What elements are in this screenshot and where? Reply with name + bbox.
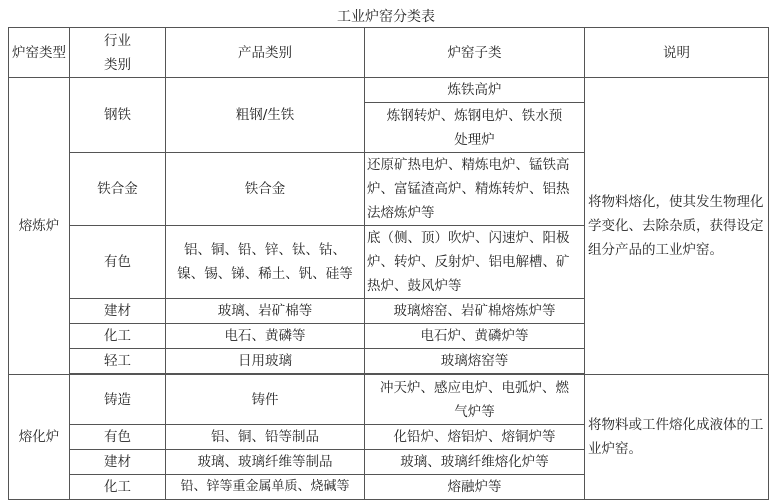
header-row — [9, 28, 769, 78]
industry-cell: 轻工 — [70, 349, 166, 374]
industry-cell: 化工 — [70, 324, 166, 349]
industry-cell: 钢铁 — [70, 78, 166, 153]
header-industry: 行业类别 — [70, 28, 166, 78]
product-cell: 铸件 — [166, 375, 365, 425]
subtype-cell: 底（侧、顶）吹炉、闪速炉、阳极炉、转炉、反射炉、铝电解槽、矿热炉、鼓风炉等 — [365, 226, 585, 299]
note-cell: 将物料或工件熔化成液体的工业炉窑。 — [585, 375, 769, 500]
furnace-type-cell: 熔炼炉 — [9, 78, 70, 375]
product-cell: 铝、铜、铅、锌、钛、钴、镍、锡、锑、稀土、钒、硅等 — [166, 226, 365, 299]
table-title: 工业炉窑分类表 — [337, 9, 435, 25]
furnace-classification-table — [8, 27, 769, 500]
industry-cell: 建材 — [70, 450, 166, 475]
furnace-type-cell: 熔化炉 — [9, 375, 70, 500]
product-cell: 玻璃、岩矿棉等 — [166, 299, 365, 324]
subtype-cell: 还原矿热电炉、精炼电炉、锰铁高炉、富锰渣高炉、精炼转炉、铝热法熔炼炉等 — [365, 153, 585, 226]
header-subtype: 炉窑子类 — [365, 28, 585, 78]
subtype-cell: 冲天炉、感应电炉、电弧炉、燃气炉等 — [365, 375, 585, 425]
subtype-cell: 炼钢转炉、炼钢电炉、铁水预处理炉 — [365, 103, 585, 153]
industry-cell: 铸造 — [70, 375, 166, 425]
subtype-cell: 玻璃熔窑等 — [365, 349, 585, 374]
industry-cell: 铁合金 — [70, 153, 166, 226]
header-note: 说明 — [585, 28, 769, 78]
industry-cell: 建材 — [70, 299, 166, 324]
product-cell: 铁合金 — [166, 153, 365, 226]
product-cell: 玻璃、玻璃纤维等制品 — [166, 450, 365, 475]
product-cell: 铝、铜、铅等制品 — [166, 425, 365, 450]
industry-cell: 有色 — [70, 226, 166, 299]
subtype-cell: 炼铁高炉 — [365, 78, 585, 103]
product-cell: 日用玻璃 — [166, 349, 365, 374]
product-cell: 铅、锌等重金属单质、烧碱等 — [166, 475, 365, 500]
header-product: 产品类别 — [166, 28, 365, 78]
subtype-cell: 化铅炉、熔铝炉、熔铜炉等 — [365, 425, 585, 450]
industry-cell: 化工 — [70, 475, 166, 500]
subtype-cell: 玻璃、玻璃纤维熔化炉等 — [365, 450, 585, 475]
subtype-cell: 玻璃熔窑、岩矿棉熔炼炉等 — [365, 299, 585, 324]
industry-cell: 有色 — [70, 425, 166, 450]
note-cell: 将物料熔化，使其发生物理化学变化、去除杂质，获得设定组分产品的工业炉窑。 — [585, 78, 769, 375]
product-cell: 电石、黄磷等 — [166, 324, 365, 349]
subtype-cell: 电石炉、黄磷炉等 — [365, 324, 585, 349]
subtype-cell: 熔融炉等 — [365, 475, 585, 500]
header-furnace-type: 炉窑类型 — [9, 28, 70, 78]
table-row — [9, 78, 769, 103]
product-cell: 粗钢/生铁 — [166, 78, 365, 153]
table-row — [9, 375, 769, 425]
